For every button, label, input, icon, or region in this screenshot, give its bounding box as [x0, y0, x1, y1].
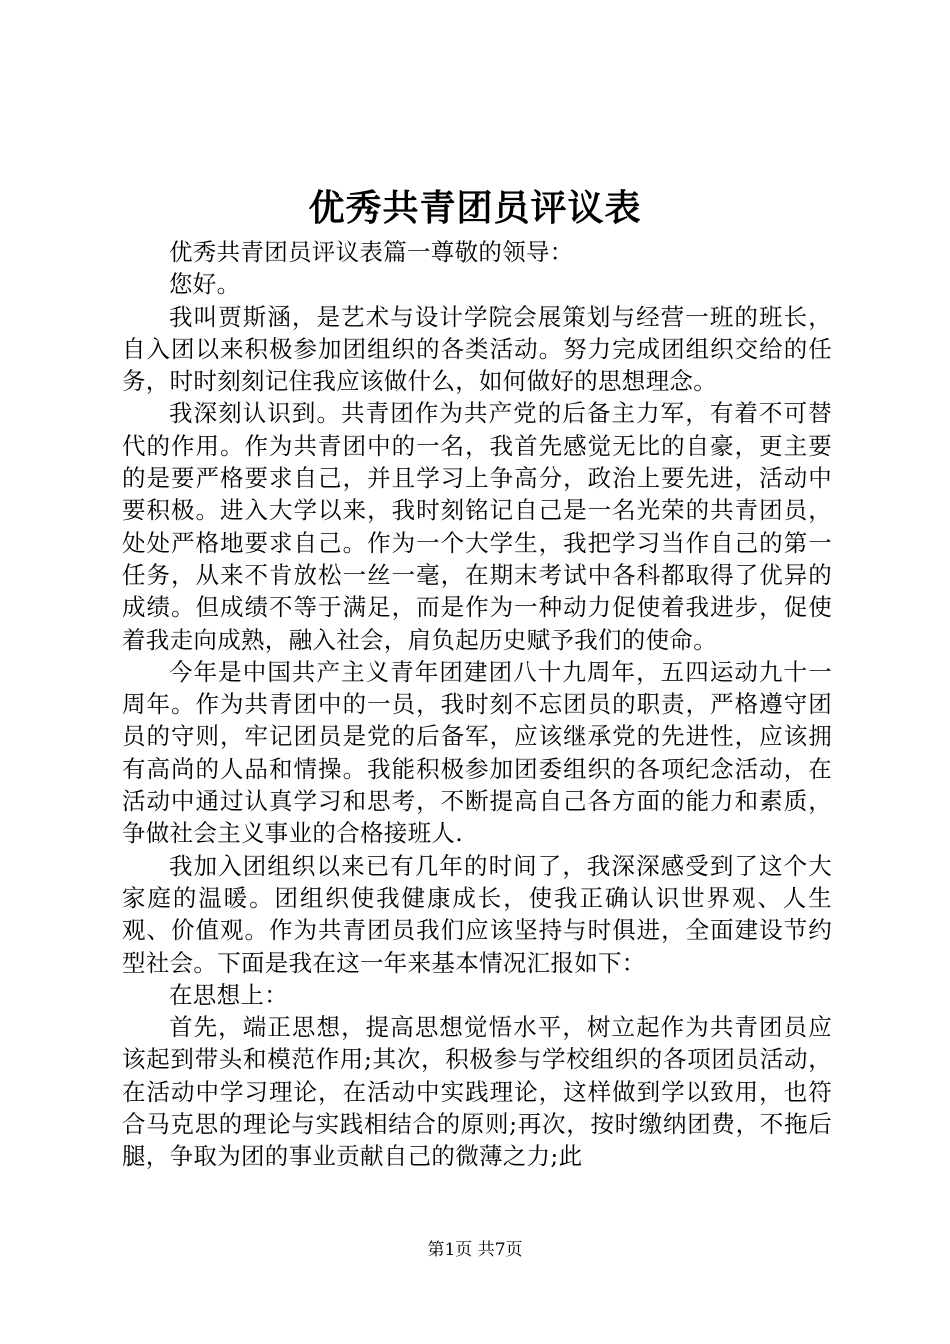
page-number-footer: 第1页 共7页 [427, 1240, 523, 1260]
paragraph-anniversary: 今年是中国共产主义青年团建团八十九周年，五四运动九十一周年。作为共青团中的一员，我时刻不忘团员的职责，严格遵守团员的守则，牢记团员是党的后备军，应该继承党的先进性，应该拥有高尚的人品和情操。我能积极参加团委组织的各项纪念活动，在活动中通过认真学习和思考，不断提高自己各方面的能力和素质，争做社会主义事业的合格接班人. [122, 657, 832, 848]
paragraph-organization: 我加入团组织以来已有几年的时间了，我深深感受到了这个大家庭的温暖。团组织使我健康成长，使我正确认识世界观、人生观、价值观。作为共青团员我们应该坚持与时俱进，全面建设节约型社会。下面是我在这一年来基本情况汇报如下： [122, 851, 832, 977]
paragraph-heading-thought: 在思想上： [169, 980, 288, 1009]
paragraph-awareness: 我深刻认识到。共青团作为共产党的后备主力军，有着不可替代的作用。作为共青团中的一名，我首先感觉无比的自豪，更主要的是要严格要求自己，并且学习上争高分，政治上要先进，活动中要积极。进入大学以来，我时刻铭记自己是一名光荣的共青团员，处处严格地要求自己。作为一个大学生，我把学习当作自己的第一任务，从来不肯放松一丝一毫，在期末考试中各科都取得了优异的成绩。但成绩不等于满足，而是作为一种动力促使着我进步，促使着我走向成熟，融入社会，肩负起历史赋予我们的使命。 [122, 399, 832, 654]
paragraph-thought-details: 首先，端正思想，提高思想觉悟水平，树立起作为共青团员应该起到带头和模范作用;其次，积极参与学校组织的各项团员活动，在活动中学习理论，在活动中实践理论，这样做到学以致用，也符合马克思的理论与实践相结合的原则;再次，按时缴纳团费，不拖后腿，争取为团的事业贡献自己的微薄之力;此 [122, 1013, 832, 1171]
paragraph-greeting: 优秀共青团员评议表篇一尊敬的领导： [169, 238, 574, 266]
document-body [122, 236, 832, 1173]
document-title: 优秀共青团员评议表 [308, 187, 642, 229]
paragraph-introduction: 我叫贾斯涵，是艺术与设计学院会展策划与经营一班的班长，自入团以来积极参加团组织的各类活动。努力完成团组织交给的任务，时时刻刻记住我应该做什么，如何做好的思想理念。 [122, 302, 832, 396]
paragraph-salutation: 您好。 [169, 270, 241, 299]
